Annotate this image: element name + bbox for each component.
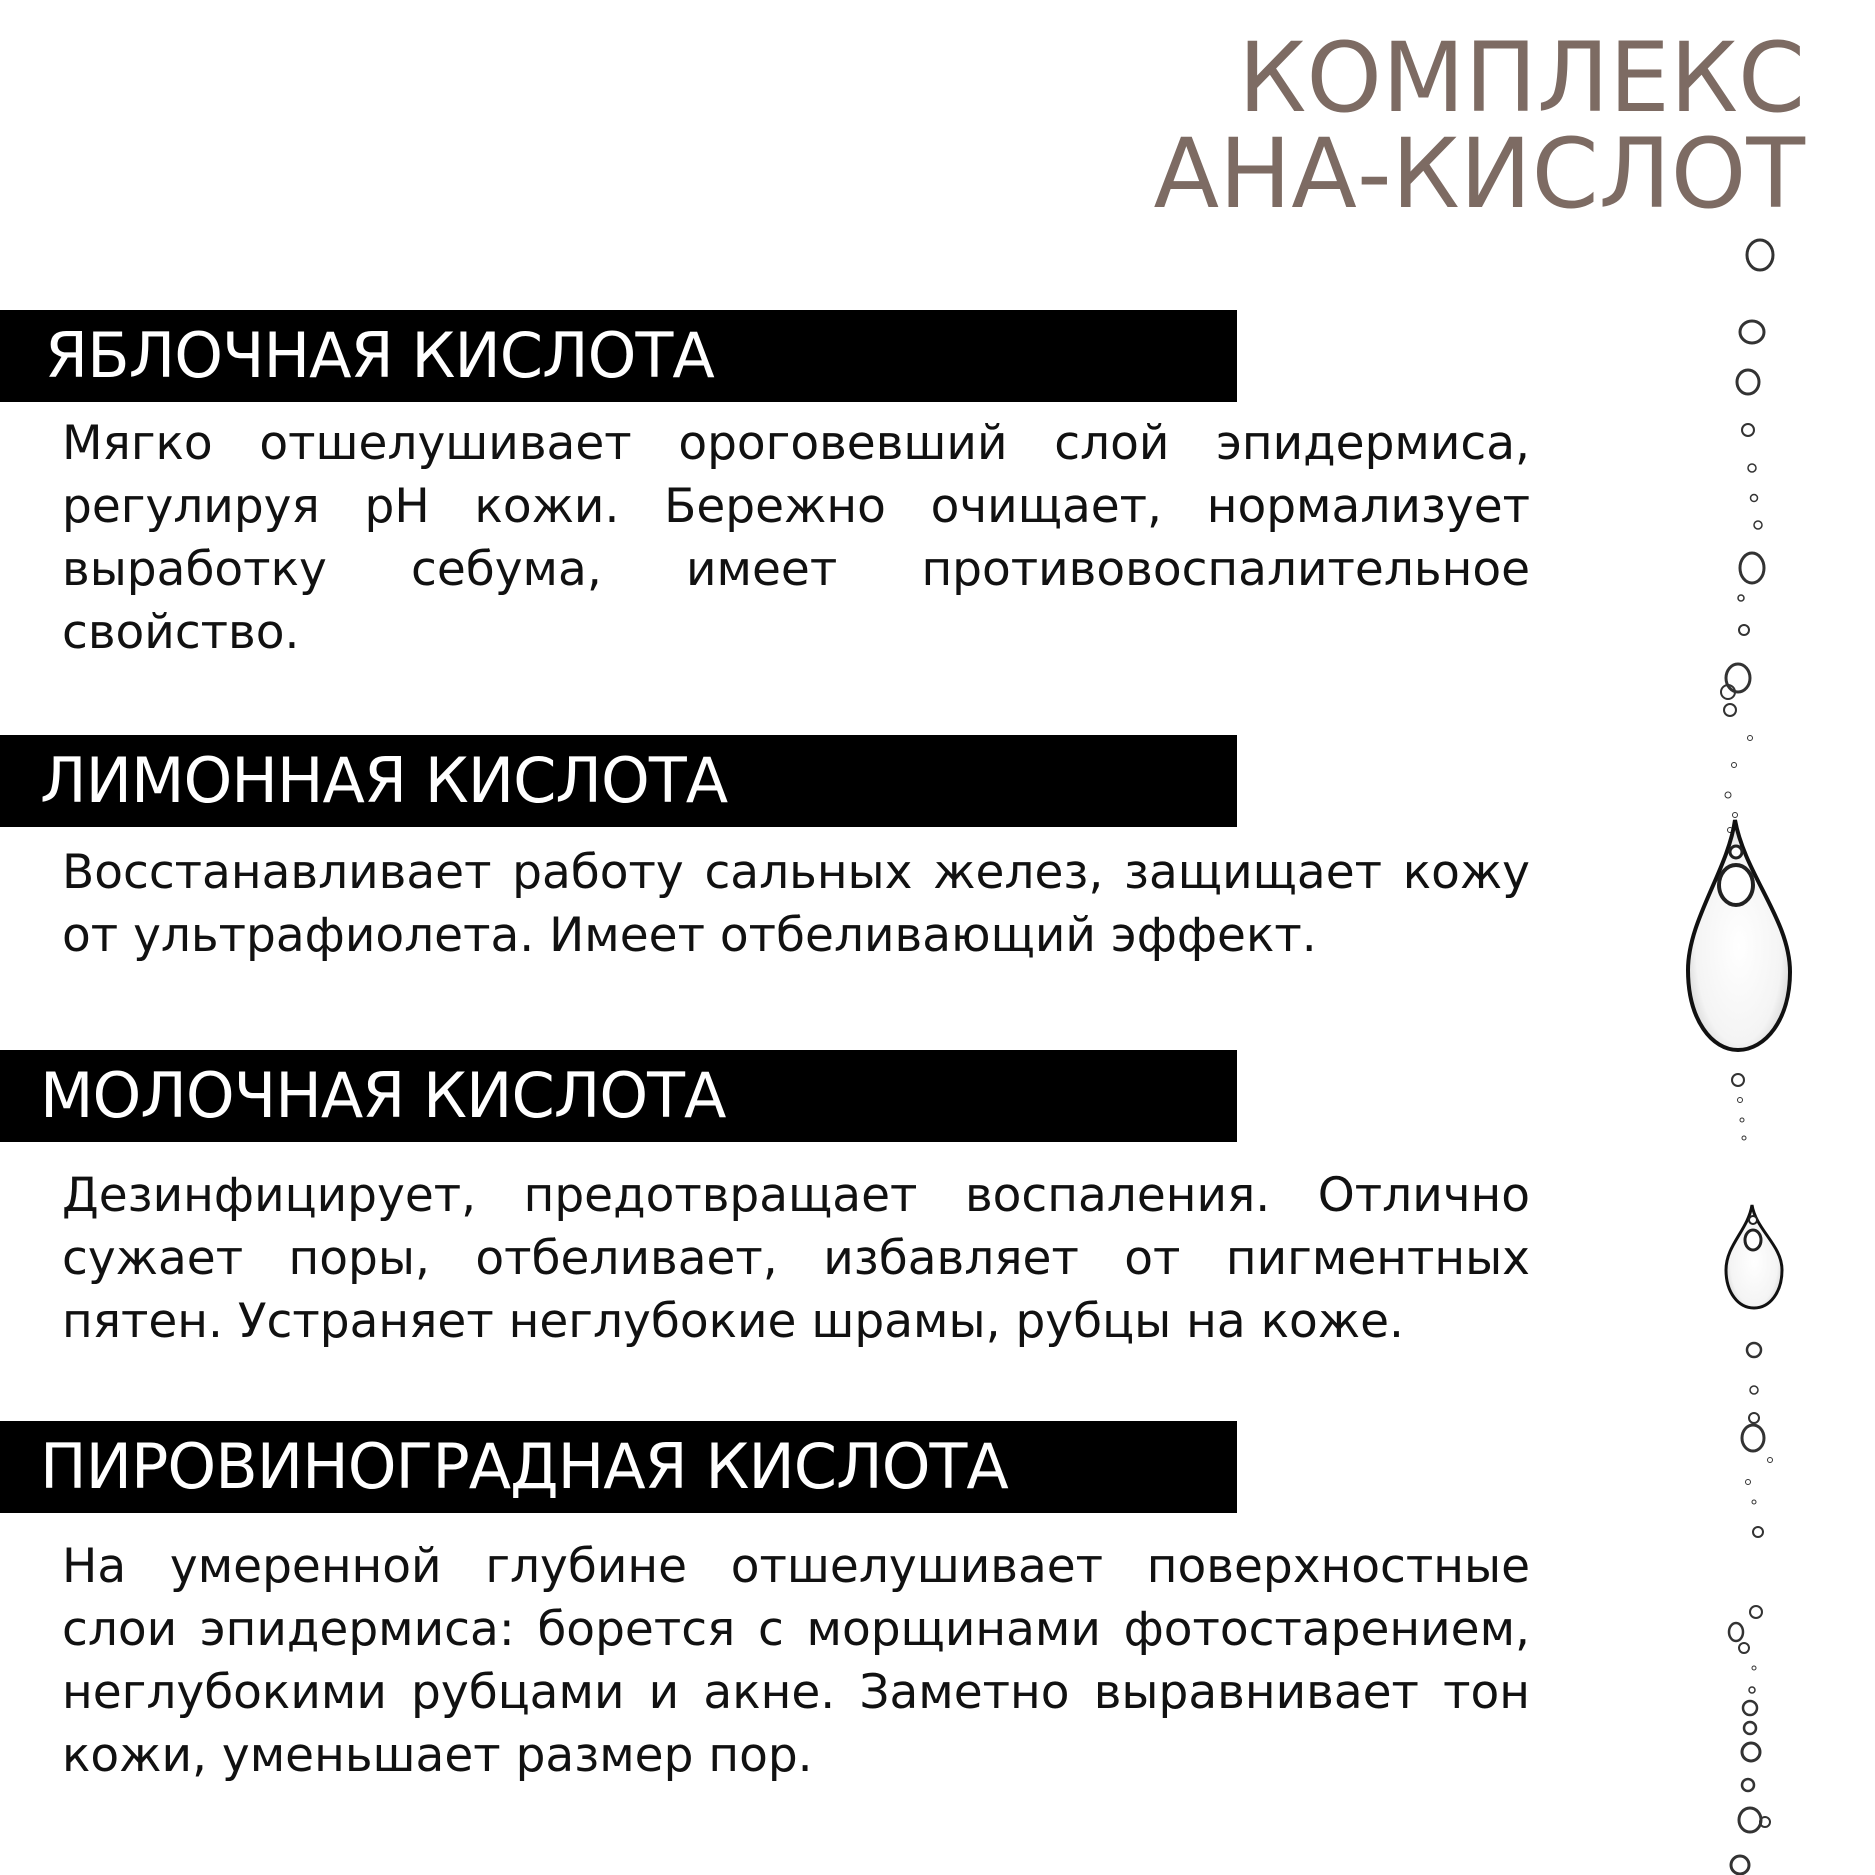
section-heading-citric: ЛИМОННАЯ КИСЛОТА xyxy=(40,744,728,817)
page-title xyxy=(905,22,1805,230)
page-title-line-2: АНА-КИСЛОТ xyxy=(1153,118,1805,230)
section-text-citric: Восстанавливает работу сальных желез, защищает кожу от ультрафиолета. Имеет отбеливающий эффект. xyxy=(62,845,1530,963)
section-text-lactic: Дезинфицирует, предотвращает воспаления. Отлично сужает поры, отбеливает, избавляет от пигментных пятен. Устраняет неглубокие шрамы, рубцы на коже. xyxy=(62,1168,1530,1349)
section-header-bar-citric xyxy=(0,735,1237,827)
section-heading-malic: ЯБЛОЧНАЯ КИСЛОТА xyxy=(45,319,714,392)
page-title-line-1: КОМПЛЕКС xyxy=(1238,22,1805,134)
section-heading-pyruvic: ПИРОВИНОГРАДНАЯ КИСЛОТА xyxy=(40,1430,1008,1503)
section-header-bar-malic xyxy=(0,310,1237,402)
section-header-bar-pyruvic xyxy=(0,1421,1237,1513)
section-header-bar-lactic xyxy=(0,1050,1237,1142)
section-text-malic: Мягко отшелушивает ороговевший слой эпидермиса, регулируя рН кожи. Бережно очищает, нормализует выработку себума, имеет противовоспалительное свойство. xyxy=(62,416,1530,660)
section-text-pyruvic: На умеренной глубине отшелушивает поверхностные слои эпидермиса: борется с морщинами фотостарением, неглубокими рубцами и акне. Заметно выравнивает тон кожи, уменьшает размер пор. xyxy=(62,1539,1530,1783)
section-heading-lactic: МОЛОЧНАЯ КИСЛОТА xyxy=(40,1059,726,1132)
water-drops-icon xyxy=(1620,220,1820,1875)
